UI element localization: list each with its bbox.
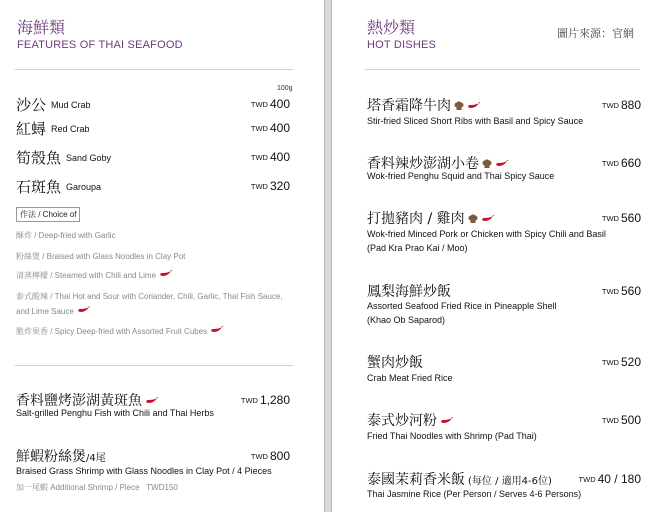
dish-desc-en: Stir-fried Sliced Short Ribs with Basil and Spicy Sauce — [367, 116, 584, 126]
menu-item-shrimp-clay-pot — [16, 446, 106, 466]
menu-item-jasmine-rice — [367, 469, 552, 489]
dish-desc-en: Wok-fried Minced Pork or Chicken with Spicy Chili and Basil — [367, 229, 606, 239]
dish-name-en: Sand Goby — [66, 153, 112, 163]
chili-icon — [145, 397, 158, 404]
dish-price: TWD 800 — [250, 449, 290, 463]
cooking-option: 泰式酸辣 / Thai Hot and Sour with Coriander, Chili, Garlic, Thai Fish Sauce, — [16, 292, 283, 301]
dish-price: TWD 500 — [601, 413, 641, 427]
cooking-option: 粉絲煲 / Braised with Glass Noodles in Clay Pot — [16, 252, 186, 261]
image-source-note: 圖片來源：官網 — [557, 27, 634, 40]
menu-item-pad-thai — [367, 410, 453, 430]
dish-desc-en: Crab Meat Fried Rice — [367, 373, 453, 383]
dish-qualifier: (每位 / 適用4-6位) — [468, 476, 552, 487]
dish-name-zh: 泰式炒河粉 — [367, 413, 437, 429]
dish-name-zh: 打拋豬肉 / 雞肉 — [367, 211, 465, 227]
dish-name-zh: 沙公 — [16, 96, 47, 114]
dish-desc-en: Assorted Seafood Fried Rice in Pineapple Shell — [367, 301, 557, 311]
menu-item-sand-goby — [16, 147, 111, 168]
menu-item-penghu-squid — [367, 153, 508, 173]
dish-name-zh: 香料辣炒澎湖小卷 — [367, 156, 479, 172]
seafood-section-title-en: FEATURES OF THAI SEAFOOD — [17, 39, 183, 51]
right-menu-page — [331, 0, 652, 512]
dish-price: TWD 560 — [601, 211, 641, 225]
menu-item-crab-fried-rice — [367, 352, 423, 372]
seafood-section-title-zh: 海鮮類 — [17, 18, 66, 37]
unit-label: 100g — [277, 85, 293, 92]
chili-icon — [467, 102, 480, 109]
cooking-option: and Lime Sauce — [16, 306, 90, 316]
dish-desc-en: Fried Thai Noodles with Shrimp (Pad Thai) — [367, 431, 537, 441]
menu-item-salt-grilled-fish — [16, 390, 158, 410]
dish-price: TWD 1,280 — [240, 393, 290, 407]
dish-name-zh: 鮮蝦粉絲煲 — [16, 449, 86, 465]
dish-price: TWD 40 / 180 — [578, 472, 641, 486]
addon-line — [16, 482, 178, 493]
dish-desc-en: Salt-grilled Penghu Fish with Chili and Thai Herbs — [16, 408, 214, 418]
dish-price: TWD 400 — [250, 121, 290, 135]
addon-text: 加一尾蝦 Additional Shrimp / Piece — [16, 483, 140, 492]
dish-name-zh: 鳳梨海鮮炒飯 — [367, 284, 451, 300]
dish-name-en: Red Crab — [51, 124, 90, 134]
section-divider — [15, 69, 293, 70]
menu-item-pad-kra-prao — [367, 208, 494, 228]
cooking-option: 酥炸 / Deep-fried with Garlic — [16, 231, 116, 240]
dish-price: TWD 400 — [250, 150, 290, 164]
dish-name-zh: 泰國茉莉香米飯 — [367, 472, 465, 488]
dish-price: TWD 880 — [601, 98, 641, 112]
dish-name-zh: 石斑魚 — [16, 178, 62, 196]
chili-icon — [159, 270, 172, 277]
hot-dishes-section-title-zh: 熱炒類 — [367, 18, 416, 37]
chili-icon — [481, 215, 494, 222]
dish-name-zh: 蟹肉炒飯 — [367, 355, 423, 371]
chili-icon — [495, 160, 508, 167]
dish-price: TWD 560 — [601, 284, 641, 298]
dish-name-zh: 筍殼魚 — [16, 149, 62, 167]
cooking-option: 脆炸果香 / Spicy Deep-fried with Assorted Fruit Cubes — [16, 326, 223, 337]
dish-desc-en: Thai Jasmine Rice (Per Person / Serves 4-6 Persons) — [367, 489, 582, 499]
dish-desc-en: (Pad Kra Prao Kai / Moo) — [367, 243, 468, 253]
chili-icon — [210, 326, 223, 333]
left-menu-page — [0, 0, 325, 512]
dish-price: TWD 400 — [250, 97, 290, 111]
dish-desc-en: Wok-fried Penghu Squid and Thai Spicy Sauce — [367, 171, 555, 181]
hot-dishes-section-title-en: HOT DISHES — [367, 39, 437, 51]
cooking-choice-label: 作法 / Choice of — [16, 207, 80, 222]
dish-price: TWD 660 — [601, 156, 641, 170]
cooking-option: 清蒸檸檬 / Steamed with Chili and Lime — [16, 270, 172, 281]
chili-icon — [77, 306, 90, 313]
menu-item-red-crab — [16, 118, 90, 139]
menu-item-pineapple-fried-rice — [367, 281, 451, 301]
menu-item-mud-crab — [16, 94, 91, 115]
dish-name-zh: 香料鹽烤澎湖黃斑魚 — [16, 393, 142, 409]
dish-desc-en: Braised Grass Shrimp with Glass Noodles in Clay Pot / 4 Pieces — [16, 466, 272, 476]
section-divider — [365, 69, 640, 70]
chef-hat-icon — [468, 214, 478, 224]
dish-price: TWD 320 — [250, 179, 290, 193]
dish-price: TWD 520 — [601, 355, 641, 369]
chef-hat-icon — [454, 101, 464, 111]
dish-name-zh: 紅蟳 — [16, 120, 47, 138]
section-divider — [15, 365, 293, 366]
chili-icon — [440, 417, 453, 424]
chef-hat-icon — [482, 159, 492, 169]
menu-item-basil-short-ribs — [367, 95, 480, 115]
dish-name-en: Garoupa — [66, 182, 102, 192]
dish-qualifier: /4尾 — [86, 453, 106, 464]
menu-item-garoupa — [16, 176, 101, 197]
dish-name-en: Mud Crab — [51, 100, 91, 110]
dish-desc-en: (Khao Ob Saparod) — [367, 315, 446, 325]
dish-name-zh: 塔香霜降牛肉 — [367, 98, 451, 114]
addon-price: TWD150 — [146, 483, 178, 492]
